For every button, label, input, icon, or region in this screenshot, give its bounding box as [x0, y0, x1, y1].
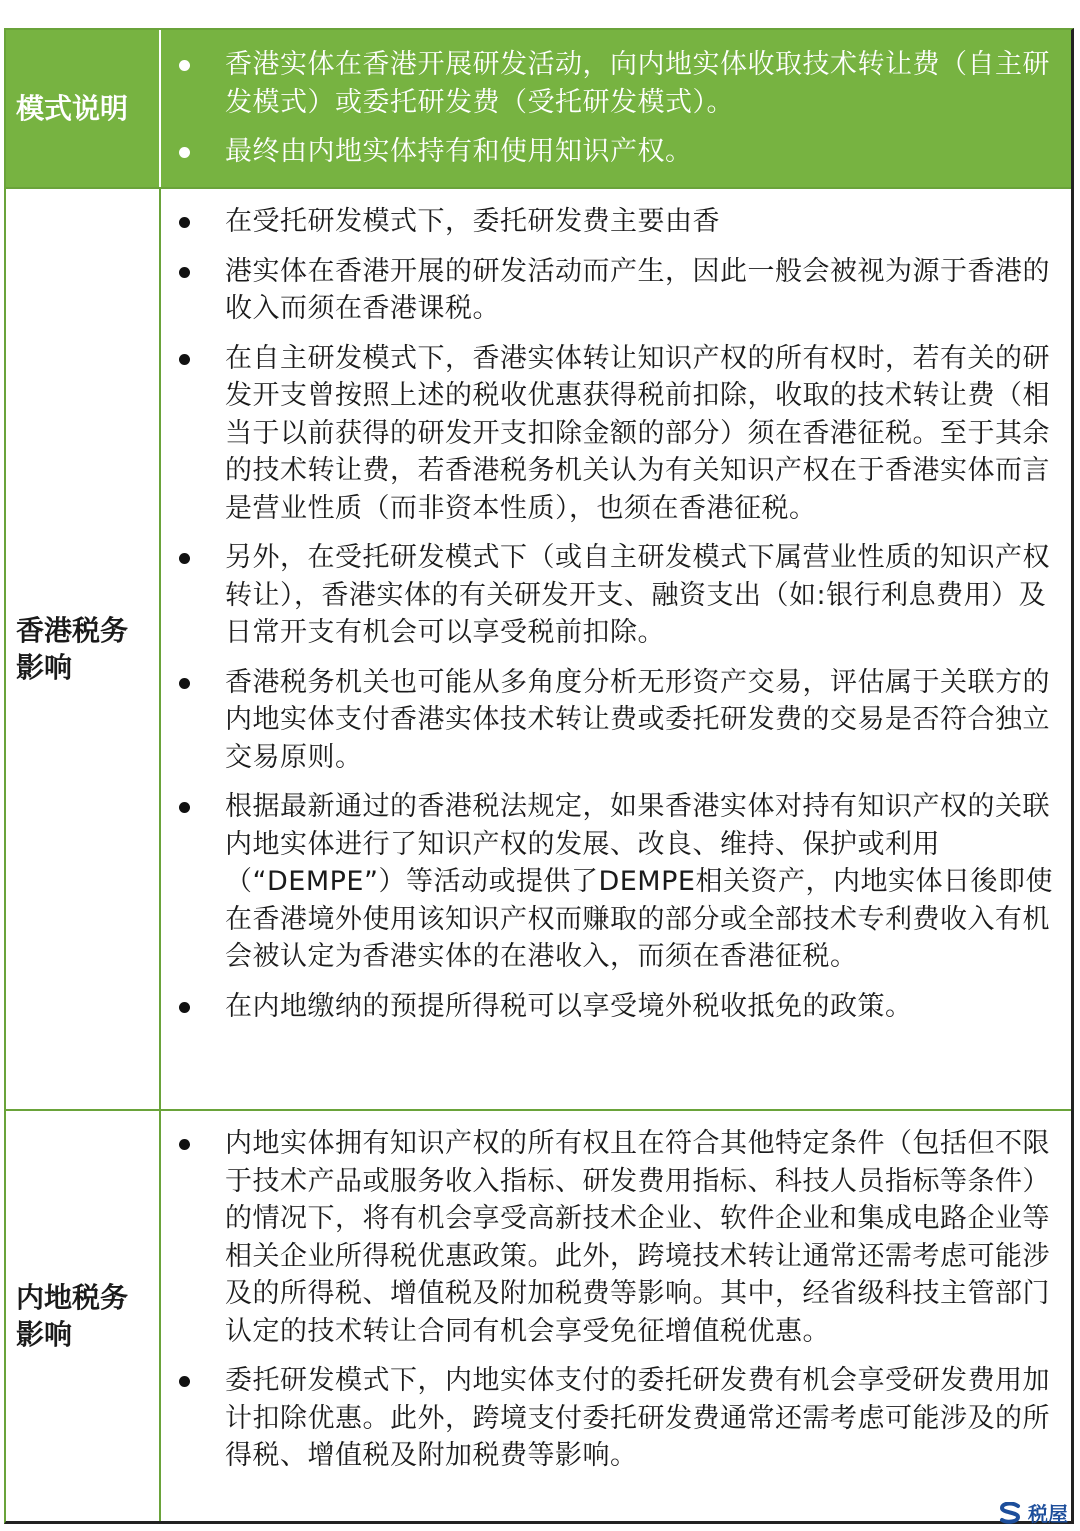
bullet-icon — [179, 1139, 190, 1150]
row-mode-description — [6, 30, 1071, 188]
row-content — [160, 1110, 1071, 1521]
list-item-text: 港实体在香港开展的研发活动而产生，因此一般会被视为源于香港的收入而须在香港课税。 — [225, 255, 1050, 324]
list-item-text: 最终由内地实体持有和使用知识产权。 — [225, 136, 693, 167]
list-item — [179, 788, 1061, 976]
bullet-icon — [179, 60, 190, 71]
row-mainland-tax-impact — [6, 1110, 1071, 1521]
row-content — [160, 30, 1071, 188]
row-content — [160, 188, 1071, 1110]
tax-impact-table — [6, 30, 1071, 1521]
list-item-text: 根据最新通过的香港税法规定，如果香港实体对持有知识产权的关联内地实体进行了知识产权的发展、改良、维持、保护或利用（“DEMPE”）等活动或提供了DEMPE相关资产，内地实体日後即使在香港境外使用该知识产权而赚取的部分或全部技术专利费收入有机会被认定为香港实体的在港收入，而须在香港征税。 — [225, 791, 1053, 972]
bullet-icon — [179, 217, 190, 228]
bullet-icon — [179, 354, 190, 365]
row-hk-tax-impact — [6, 188, 1071, 1110]
list-item-text: 委托研发模式下，内地实体支付的委托研发费有机会享受研发费用加计扣除优惠。此外，跨境支付委托研发费通常还需考虑可能涉及的所得税、增值税及附加税费等影响。 — [225, 1365, 1050, 1471]
bullet-list — [179, 1125, 1061, 1475]
bullet-icon — [179, 1376, 190, 1387]
list-item — [179, 539, 1061, 652]
watermark-text: 税屋 — [1028, 1502, 1068, 1526]
list-item — [179, 1125, 1061, 1350]
bullet-icon — [179, 147, 190, 158]
list-item-text: 香港税务机关也可能从多角度分析无形资产交易，评估属于关联方的内地实体支付香港实体技术转让费或委托研发费的交易是否符合独立交易原则。 — [225, 666, 1050, 773]
bullet-icon — [179, 1002, 190, 1013]
list-item-text: 香港实体在香港开展研发活动，向内地实体收取技术转让费（自主研发模式）或委托研发费（受托研发模式）。 — [225, 49, 1050, 118]
bullet-icon — [179, 267, 190, 278]
bullet-icon — [179, 553, 190, 564]
bullet-icon — [179, 678, 190, 689]
list-item — [179, 1362, 1061, 1475]
bullet-list — [179, 46, 1061, 171]
list-item-text: 内地实体拥有知识产权的所有权且在符合其他特定条件（包括但不限于技术产品或服务收入指标、研发费用指标、科技人员指标等条件）的情况下，将有机会享受高新技术企业、软件企业和集成电路企业等相关企业所得税优惠政策。此外，跨境技术转让通常还需考虑可能涉及的所得税、增值税及附加税费等影响。其中，经省级科技主管部门认定的技术转让合同有机会享受免征增值税优惠。 — [225, 1128, 1050, 1347]
list-item — [179, 46, 1061, 121]
list-item-text: 在自主研发模式下，香港实体转让知识产权的所有权时，若有关的研发开支曾按照上述的税收优惠获得税前扣除，收取的技术转让费（相当于以前获得的研发开支扣除金额的部分）须在香港征税。至于其余的技术转让费，若香港税务机关认为有关知识产权在于香港实体而言是营业性质（而非资本性质），也须在香港征税。 — [225, 342, 1050, 524]
shuiwu-logo-icon — [998, 1502, 1024, 1524]
list-item — [179, 253, 1061, 328]
list-item — [179, 133, 1061, 171]
row-label: 香港税务影响 — [6, 188, 160, 1110]
list-item-text: 在内地缴纳的预提所得税可以享受境外税收抵免的政策。 — [225, 990, 913, 1022]
list-item-text: 在受托研发模式下，委托研发费主要由香 — [225, 206, 720, 237]
list-item — [179, 203, 1061, 241]
list-item-text: 另外，在受托研发模式下（或自主研发模式下属营业性质的知识产权转让），香港实体的有关研发开支、融资支出（如:银行利息费用）及日常开支有机会可以享受税前扣除。 — [225, 542, 1050, 648]
row-label: 内地税务影响 — [6, 1110, 160, 1521]
list-item — [179, 340, 1061, 528]
list-item — [179, 988, 1061, 1026]
list-item — [179, 664, 1061, 777]
bullet-icon — [179, 802, 190, 813]
row-label: 模式说明 — [6, 30, 160, 188]
bullet-list — [179, 203, 1061, 1025]
watermark — [998, 1498, 1068, 1527]
tax-table-frame — [4, 28, 1074, 1524]
